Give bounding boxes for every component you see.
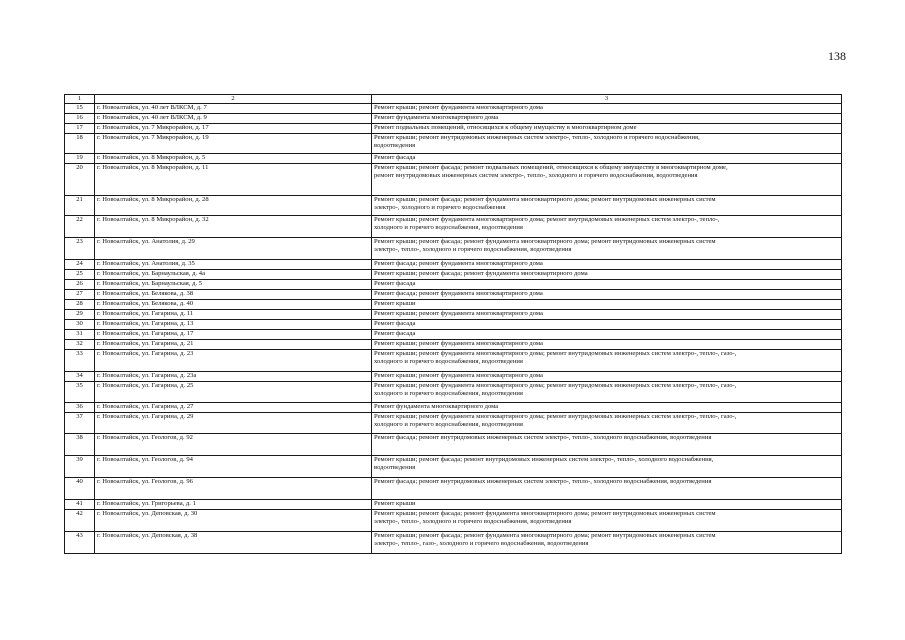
table-row <box>65 164 842 196</box>
work-line: Ремонт крыши; ремонт фасада; ремонт внутридомовых инженерных систем электро-, тепло-, холодного водоснабжения, <box>374 456 714 463</box>
table-row <box>65 372 842 382</box>
address-cell: г. Новоалтайск, ул. Гагарина, д. 21 <box>95 340 372 350</box>
work-cell <box>372 330 842 340</box>
address-cell: г. Новоалтайск, ул. Деповская, д. 30 <box>95 510 372 532</box>
work-cell <box>372 196 842 216</box>
address-cell: г. Новоалтайск, ул. Анатолия, д. 29 <box>95 238 372 260</box>
table-row <box>65 510 842 532</box>
address-cell: г. Новоалтайск, ул. 8 Микрорайон, д. 11 <box>95 164 372 196</box>
row-number: 28 <box>65 300 95 310</box>
address-cell: г. Новоалтайск, ул. Барнаульская, д. 4а <box>95 270 372 280</box>
work-line: электро-, тепло-, холодного и горячего водоснабжения, водоотведения <box>374 518 572 525</box>
header-col-1: 1 <box>65 95 95 104</box>
work-cell <box>372 164 842 196</box>
row-number: 24 <box>65 260 95 270</box>
work-line: Ремонт крыши; ремонт фасада; ремонт фундамента многоквартирного дома; ремонт внутридомовых инженерных систем <box>374 196 716 203</box>
address-cell: г. Новоалтайск, ул. Гагарина, д. 25 <box>95 382 372 403</box>
address-cell: г. Новоалтайск, ул. Геологов, д. 94 <box>95 456 372 478</box>
work-line: Ремонт фасада; ремонт внутридомовых инженерных систем электро-, тепло-, холодного водоснабжения, водоотведения <box>374 434 712 441</box>
work-cell <box>372 216 842 238</box>
row-number: 30 <box>65 320 95 330</box>
address-cell: г. Новоалтайск, ул. 8 Микрорайон, д. 28 <box>95 196 372 216</box>
address-cell: г. Новоалтайск, ул. Гагарина, д. 23а <box>95 372 372 382</box>
work-line: Ремонт фундамента многоквартирного дома <box>374 114 499 121</box>
work-line: холодного и горячего водоснабжения, водоотведения <box>374 421 523 428</box>
row-number: 38 <box>65 434 95 456</box>
table-row <box>65 196 842 216</box>
work-cell <box>372 434 842 456</box>
work-line: Ремонт крыши; ремонт фундамента многоквартирного дома; ремонт внутридомовых инженерных систем электро-, тепло-, газо-, <box>374 382 737 389</box>
address-cell: г. Новоалтайск, ул. 7 Микрорайон, д. 19 <box>95 134 372 154</box>
work-line: Ремонт крыши; ремонт фасада; ремонт подвальных помещений, относящихся к общему имуществу в многоквартирном доме, <box>374 164 728 171</box>
address-cell: г. Новоалтайск, ул. Григорьева, д. 1 <box>95 500 372 510</box>
row-number: 43 <box>65 532 95 554</box>
work-line: Ремонт крыши; ремонт фундамента многоквартирного дома; ремонт внутридомовых инженерных систем электро-, тепло-, газо-, <box>374 413 737 420</box>
work-line: Ремонт крыши <box>374 500 416 507</box>
work-line: холодного и горячего водоснабжения, водоотведения <box>374 390 523 397</box>
work-cell <box>372 413 842 434</box>
table-row <box>65 310 842 320</box>
work-line: Ремонт крыши; ремонт фасада; ремонт фундамента многоквартирного дома <box>374 270 588 277</box>
row-number: 20 <box>65 164 95 196</box>
row-number: 19 <box>65 154 95 164</box>
work-line: ремонт внутридомовых инженерных систем электро-, тепло-, холодного и горячего водоснабжения, водоотведения <box>374 172 698 179</box>
table-row <box>65 216 842 238</box>
address-cell: г. Новоалтайск, ул. 8 Микрорайон, д. 5 <box>95 154 372 164</box>
address-cell: г. Новоалтайск, ул. Геологов, д. 92 <box>95 434 372 456</box>
work-line: Ремонт крыши; ремонт фундамента многоквартирного дома <box>374 340 543 347</box>
work-line: Ремонт крыши; ремонт фундамента многоквартирного дома <box>374 310 543 317</box>
work-line: Ремонт подвальных помещений, относящихся к общему имуществу в многоквартирном доме <box>374 124 637 131</box>
work-cell <box>372 372 842 382</box>
work-cell <box>372 340 842 350</box>
row-number: 27 <box>65 290 95 300</box>
header-row <box>65 95 842 104</box>
address-cell: г. Новоалтайск, ул. Гагарина, д. 27 <box>95 403 372 413</box>
work-line: Ремонт крыши; ремонт фасада; ремонт фундамента многоквартирного дома; ремонт внутридомовых инженерных систем <box>374 510 716 517</box>
row-number: 25 <box>65 270 95 280</box>
table-row <box>65 300 842 310</box>
row-number: 41 <box>65 500 95 510</box>
address-cell: г. Новоалтайск, ул. 8 Микрорайон, д. 32 <box>95 216 372 238</box>
row-number: 16 <box>65 114 95 124</box>
work-line: Ремонт фасада <box>374 154 416 161</box>
table-row <box>65 104 842 114</box>
address-cell: г. Новоалтайск, ул. Барнаульская, д. 5 <box>95 280 372 290</box>
row-number: 31 <box>65 330 95 340</box>
work-line: холодного и горячего водоснабжения, водоотведения <box>374 224 523 231</box>
work-line: водоотведения <box>374 142 416 149</box>
work-line: Ремонт крыши; ремонт внутридомовых инженерных систем электро-, тепло-, холодного и горячего водоснабжения, <box>374 134 700 141</box>
work-cell <box>372 403 842 413</box>
work-line: Ремонт крыши; ремонт фундамента многоквартирного дома <box>374 104 543 111</box>
work-cell <box>372 260 842 270</box>
table-row <box>65 403 842 413</box>
work-cell <box>372 290 842 300</box>
row-number: 36 <box>65 403 95 413</box>
row-number: 18 <box>65 134 95 154</box>
table-row <box>65 270 842 280</box>
address-cell: г. Новоалтайск, ул. Белякова, д. 38 <box>95 290 372 300</box>
address-cell: г. Новоалтайск, ул. 40 лет ВЛКСМ, д. 9 <box>95 114 372 124</box>
table-row <box>65 330 842 340</box>
work-cell <box>372 478 842 500</box>
table-row <box>65 456 842 478</box>
work-cell <box>372 500 842 510</box>
row-number: 21 <box>65 196 95 216</box>
header-col-3: 3 <box>372 95 842 104</box>
work-line: Ремонт крыши <box>374 300 416 307</box>
row-number: 35 <box>65 382 95 403</box>
work-line: Ремонт фасада <box>374 320 416 327</box>
work-line: холодного и горячего водоснабжения, водоотведения <box>374 358 523 365</box>
work-cell <box>372 510 842 532</box>
work-line: Ремонт крыши; ремонт фундамента многоквартирного дома; ремонт внутридомовых инженерных систем электро-, тепло-, газо-, <box>374 350 737 357</box>
address-cell: г. Новоалтайск, ул. Гагарина, д. 23 <box>95 350 372 372</box>
table-row <box>65 134 842 154</box>
table-row <box>65 340 842 350</box>
row-number: 15 <box>65 104 95 114</box>
row-number: 32 <box>65 340 95 350</box>
table-row <box>65 478 842 500</box>
address-cell: г. Новоалтайск, ул. Белякова, д. 40 <box>95 300 372 310</box>
row-number: 17 <box>65 124 95 134</box>
work-cell <box>372 320 842 330</box>
row-number: 39 <box>65 456 95 478</box>
address-cell: г. Новоалтайск, ул. Гагарина, д. 17 <box>95 330 372 340</box>
work-line: Ремонт крыши; ремонт фундамента многоквартирного дома <box>374 372 543 379</box>
work-line: Ремонт фасада <box>374 330 416 337</box>
row-number: 33 <box>65 350 95 372</box>
table-row <box>65 280 842 290</box>
work-cell <box>372 280 842 290</box>
work-cell <box>372 300 842 310</box>
work-line: Ремонт крыши; ремонт фасада; ремонт фундамента многоквартирного дома; ремонт внутридомовых инженерных систем <box>374 238 716 245</box>
row-number: 37 <box>65 413 95 434</box>
table-row <box>65 350 842 372</box>
table-row <box>65 500 842 510</box>
address-cell: г. Новоалтайск, ул. Гагарина, д. 29 <box>95 413 372 434</box>
work-line: Ремонт фасада; ремонт внутридомовых инженерных систем электро-, тепло-, холодного водоснабжения, водоотведения <box>374 478 712 485</box>
work-cell <box>372 124 842 134</box>
work-line: водоотведения <box>374 464 416 471</box>
table-body <box>65 104 842 554</box>
row-number: 22 <box>65 216 95 238</box>
table-row <box>65 320 842 330</box>
table-row <box>65 124 842 134</box>
work-cell <box>372 532 842 554</box>
table-row <box>65 260 842 270</box>
address-cell: г. Новоалтайск, ул. Анатолия, д. 35 <box>95 260 372 270</box>
page-number: 138 <box>828 49 846 63</box>
work-line: Ремонт фасада <box>374 280 416 287</box>
row-number: 23 <box>65 238 95 260</box>
table-row <box>65 532 842 554</box>
row-number: 40 <box>65 478 95 500</box>
header-col-2: 2 <box>95 95 372 104</box>
work-line: электро-, тепло-, газо-, холодного и горячего водоснабжения, водоотведения <box>374 540 589 547</box>
table-row <box>65 114 842 124</box>
table-row <box>65 290 842 300</box>
work-cell <box>372 350 842 372</box>
table-row <box>65 382 842 403</box>
table-row <box>65 434 842 456</box>
address-cell: г. Новоалтайск, ул. Геологов, д. 96 <box>95 478 372 500</box>
work-line: Ремонт фасада; ремонт фундамента многоквартирного дома <box>374 260 543 267</box>
row-number: 42 <box>65 510 95 532</box>
work-cell <box>372 104 842 114</box>
row-number: 34 <box>65 372 95 382</box>
row-number: 29 <box>65 310 95 320</box>
work-line: Ремонт фундамента многоквартирного дома <box>374 403 499 410</box>
work-cell <box>372 154 842 164</box>
table-row <box>65 154 842 164</box>
address-cell: г. Новоалтайск, ул. Гагарина, д. 13 <box>95 320 372 330</box>
address-cell: г. Новоалтайск, ул. 40 лет ВЛКСМ, д. 7 <box>95 104 372 114</box>
work-line: Ремонт фасада; ремонт фундамента многоквартирного дома <box>374 290 543 297</box>
table-row <box>65 238 842 260</box>
row-number: 26 <box>65 280 95 290</box>
address-cell: г. Новоалтайск, ул. Гагарина, д. 11 <box>95 310 372 320</box>
work-line: Ремонт крыши; ремонт фасада; ремонт фундамента многоквартирного дома; ремонт внутридомовых инженерных систем <box>374 532 716 539</box>
work-line: электро-, тепло-, холодного и горячего водоснабжения, водоотведения <box>374 246 572 253</box>
address-cell: г. Новоалтайск, ул. 7 Микрорайон, д. 17 <box>95 124 372 134</box>
work-cell <box>372 238 842 260</box>
work-cell <box>372 456 842 478</box>
work-cell <box>372 270 842 280</box>
work-line: электро-, холодного и горячего водоснабжения <box>374 204 506 211</box>
work-line: Ремонт крыши; ремонт фундамента многоквартирного дома; ремонт внутридомовых инженерных систем электро-, тепло-, <box>374 216 720 223</box>
work-cell <box>372 114 842 124</box>
work-cell <box>372 134 842 154</box>
work-cell <box>372 382 842 403</box>
repair-works-table <box>64 94 842 554</box>
work-cell <box>372 310 842 320</box>
table-header <box>65 95 842 104</box>
table-row <box>65 413 842 434</box>
address-cell: г. Новоалтайск, ул. Деповская, д. 38 <box>95 532 372 554</box>
